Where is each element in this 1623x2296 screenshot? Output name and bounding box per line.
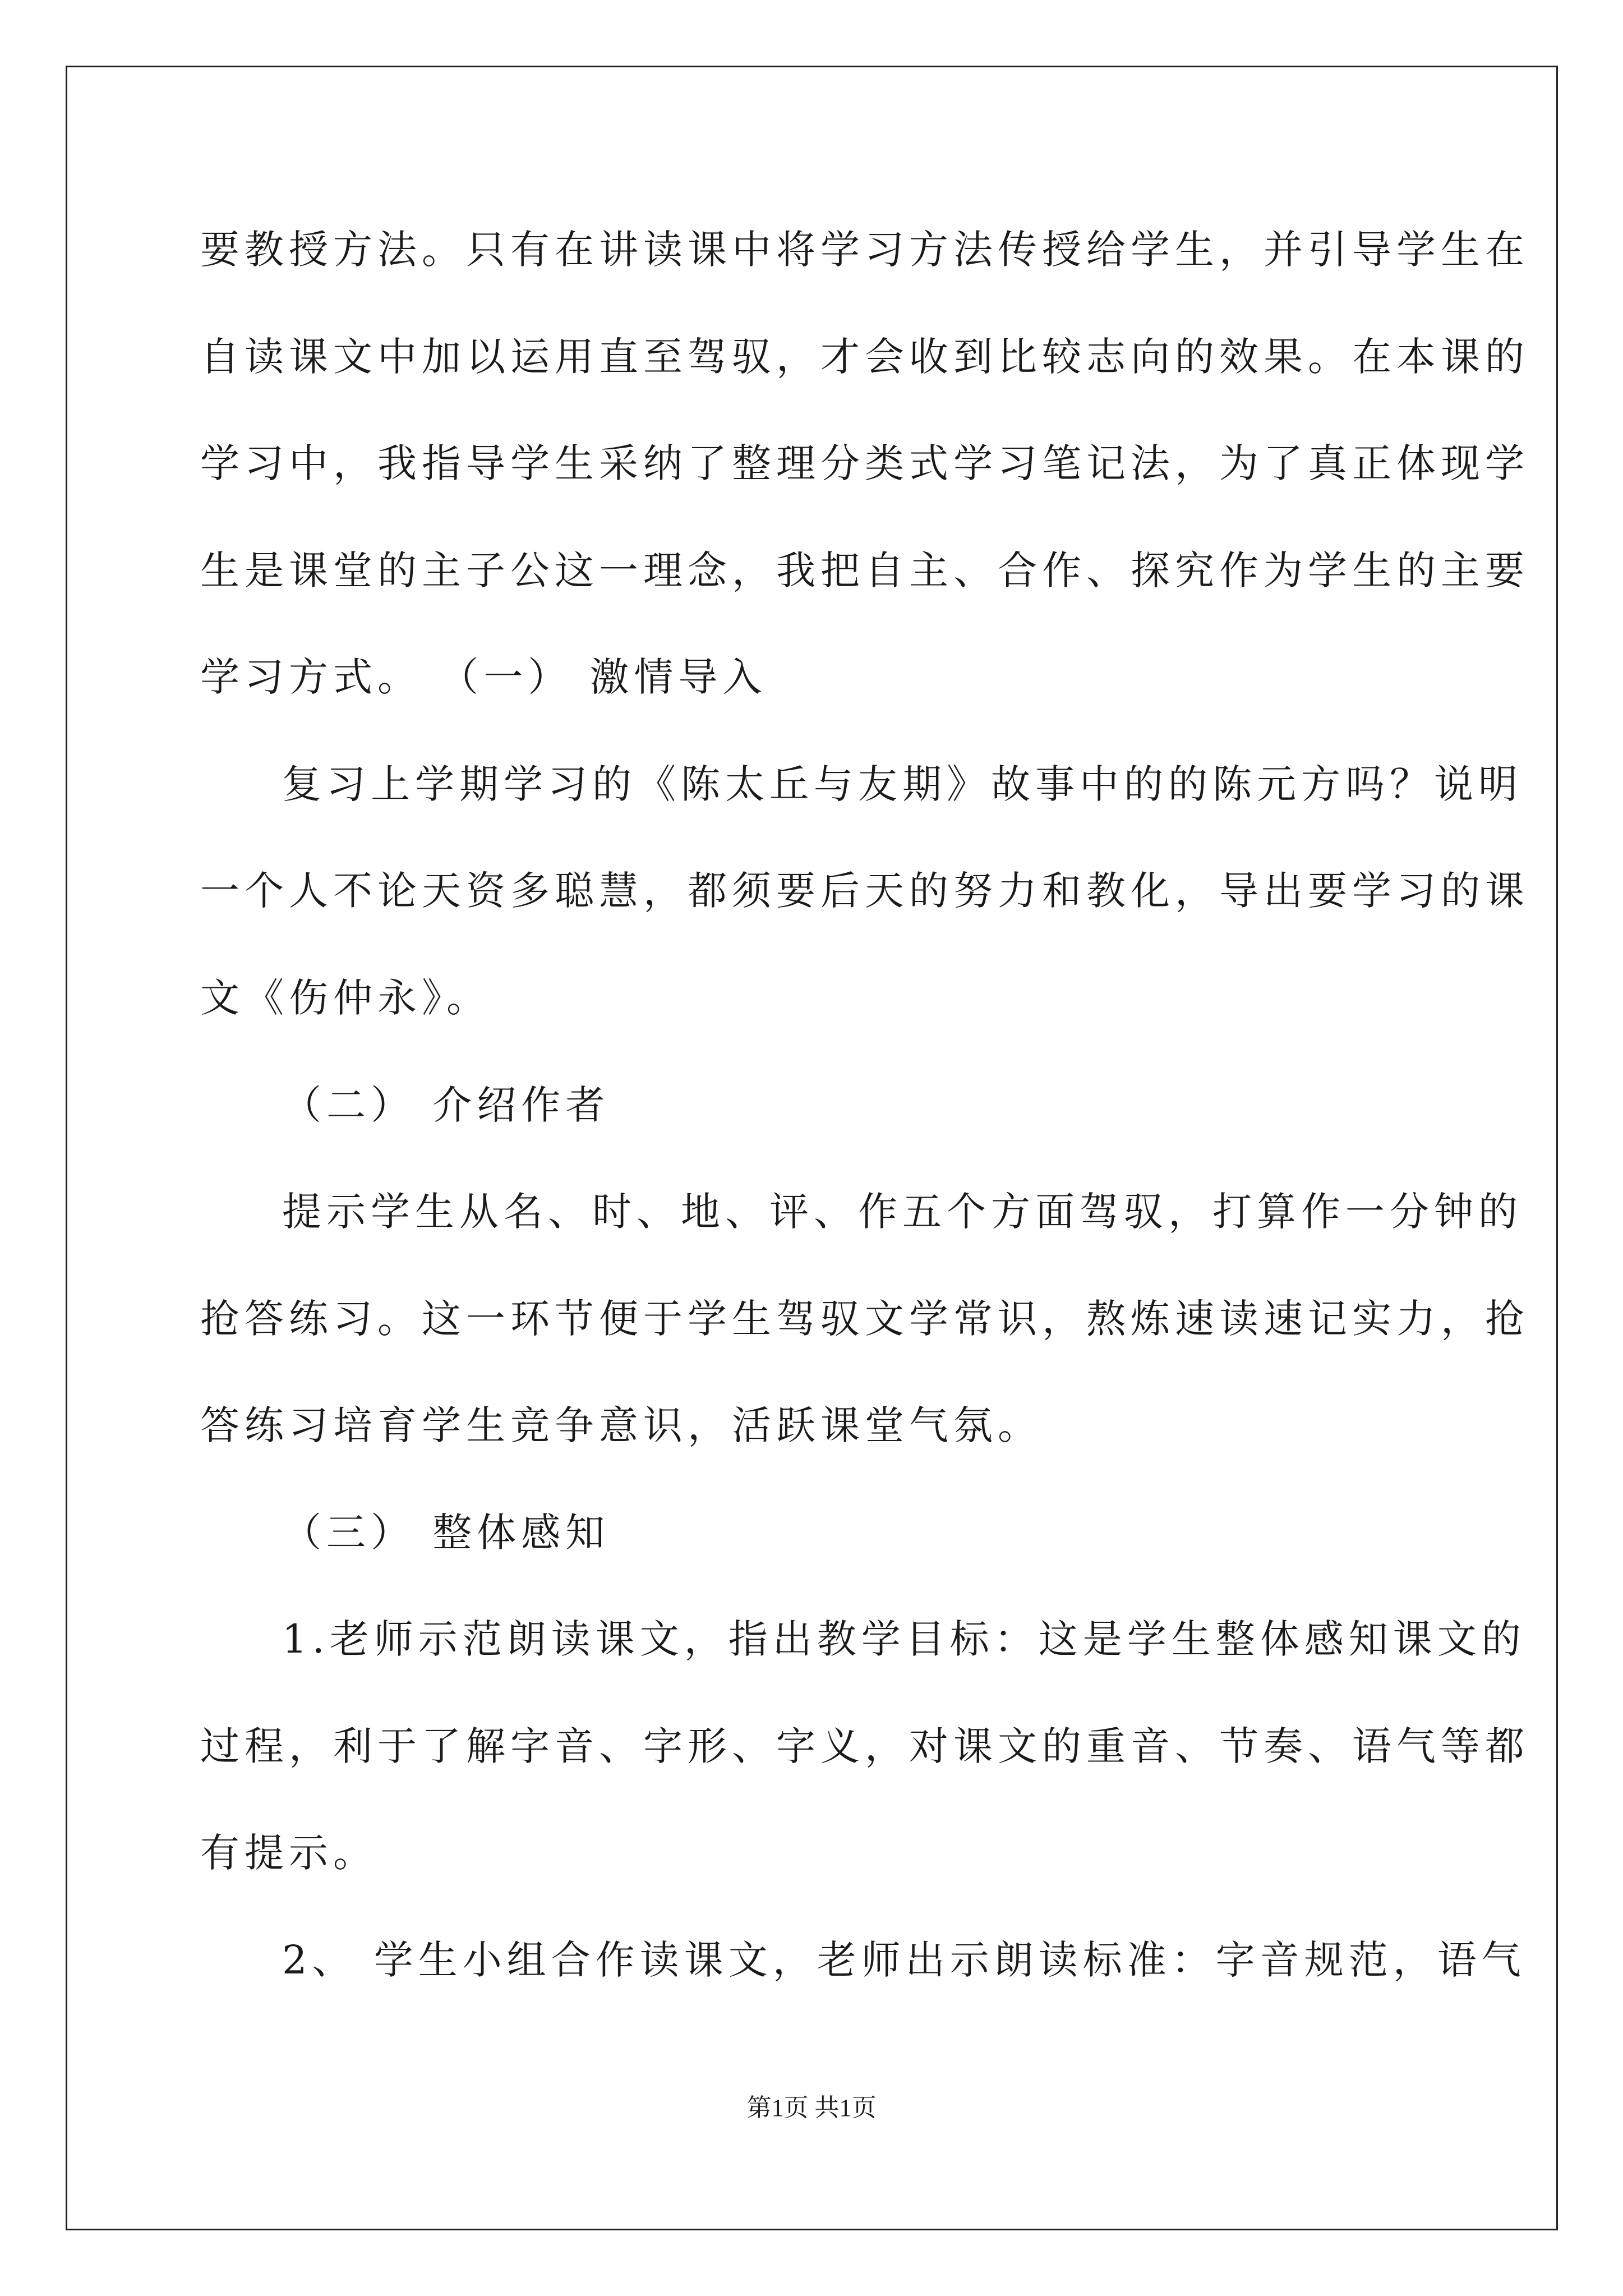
text-line: 有提示。 (200, 1830, 377, 1876)
text-line: 一个人不论天资多聪慧，都须要后天的努力和教化，导出要学习的课 (200, 868, 1529, 914)
text-line: 生是课堂的主子公这一理念，我把自主、合作、探究作为学生的主要 (200, 547, 1529, 593)
page-border (66, 66, 1558, 2230)
text-line: 答练习培育学生竞争意识，活跃课堂气氛。 (200, 1402, 1042, 1448)
text-line: 过程，利于了解字音、字形、字义，对课文的重音、节奏、语气等都 (200, 1723, 1529, 1769)
text-line: 2、 学生小组合作读课文，老师出示朗读标准：字音规范，语气 (282, 1937, 1526, 1983)
text-line: 1.老师示范朗读课文，指出教学目标：这是学生整体感知课文的 (282, 1616, 1526, 1662)
text-line: 自读课文中加以运用直至驾驭，才会收到比较志向的效果。在本课的 (200, 334, 1529, 380)
text-line: 抢答练习。这一环节便于学生驾驭文学常识，熬炼速读速记实力，抢 (200, 1296, 1529, 1342)
text-line: 文《伤仲永》。 (200, 975, 491, 1021)
page-number: 第1页 共1页 (746, 2094, 877, 2122)
text-line: 要教授方法。只有在讲读课中将学习方法传授给学生，并引导学生在 (200, 227, 1529, 273)
section-heading-1: 学习方式。 （一） 激情导入 (200, 654, 767, 700)
page-footer (0, 2091, 1623, 2125)
text-line: 学习中，我指导学生采纳了整理分类式学习笔记法，为了真正体现学 (200, 440, 1529, 486)
section-heading-3: （三） 整体感知 (282, 1510, 610, 1556)
text-line: 复习上学期学习的《陈太丘与友期》故事中的的陈元方吗？说明 (282, 761, 1523, 807)
section-heading-2: （二） 介绍作者 (282, 1082, 610, 1128)
text-line: 提示学生从名、时、地、评、作五个方面驾驭，打算作一分钟的 (282, 1189, 1523, 1235)
